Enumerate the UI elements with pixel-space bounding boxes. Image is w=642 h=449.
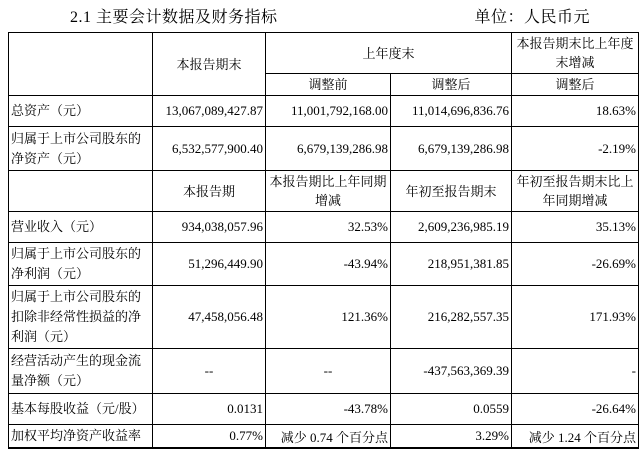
header-after-adjustment: 调整后 <box>391 74 512 96</box>
header-after-adjustment-change: 调整后 <box>512 74 639 96</box>
header-current-period-end: 本报告期末 <box>153 33 266 96</box>
cell-value: 3.29% <box>391 425 512 449</box>
row-label: 经营活动产生的现金流量净额（元） <box>9 349 153 394</box>
cell-value: - <box>512 349 639 394</box>
cell-value: 0.0559 <box>391 394 512 425</box>
cell-value: 18.63% <box>512 96 639 127</box>
table-row-operating-cash-flow <box>9 349 639 394</box>
row-label: 营业收入（元） <box>9 212 153 243</box>
cell-value: 2,609,236,985.19 <box>391 212 512 243</box>
row-label: 基本每股收益（元/股） <box>9 394 153 425</box>
cell-value: -2.19% <box>512 127 639 171</box>
row-label: 总资产（元） <box>9 96 153 127</box>
cell-value: 171.93% <box>512 286 639 349</box>
header-prior-year-end: 上年度末 <box>266 33 512 74</box>
cell-value: 934,038,057.96 <box>153 212 266 243</box>
cell-value: 6,679,139,286.98 <box>266 127 391 171</box>
cell-value: 32.53% <box>266 212 391 243</box>
cell-value: 6,532,577,900.40 <box>153 127 266 171</box>
header-row-reporting-period <box>9 171 639 212</box>
cell-value: 0.0131 <box>153 394 266 425</box>
cell-value: 减少 0.74 个百分点 <box>266 425 391 449</box>
cell-value: 51,296,449.90 <box>153 243 266 286</box>
header-change-vs-prior-year-end: 本报告期末比上年度末增减 <box>512 33 639 74</box>
header-current-period: 本报告期 <box>153 171 266 212</box>
table-row-weighted-avg-roe <box>9 425 639 449</box>
header-empty-cell <box>9 171 153 212</box>
table-row-net-assets <box>9 127 639 171</box>
cell-value: 11,001,792,168.00 <box>266 96 391 127</box>
cell-value: -26.69% <box>512 243 639 286</box>
cell-value: -43.78% <box>266 394 391 425</box>
table-row-net-profit <box>9 243 639 286</box>
header-ytd-yoy-change: 年初至报告期末比上年同期增减 <box>512 171 639 212</box>
table-row-total-assets <box>9 96 639 127</box>
table-row-basic-eps <box>9 394 639 425</box>
header-yoy-change: 本报告期比上年同期增减 <box>266 171 391 212</box>
row-label: 归属于上市公司股东的扣除非经常性损益的净利润（元） <box>9 286 153 349</box>
row-label: 加权平均净资产收益率 <box>9 425 153 449</box>
cell-value: 216,282,557.35 <box>391 286 512 349</box>
row-label: 归属于上市公司股东的净资产（元） <box>9 127 153 171</box>
cell-value: -- <box>153 349 266 394</box>
cell-value: 121.36% <box>266 286 391 349</box>
cell-value: 6,679,139,286.98 <box>391 127 512 171</box>
cell-value: 13,067,089,427.87 <box>153 96 266 127</box>
row-label: 归属于上市公司股东的净利润（元） <box>9 243 153 286</box>
document-header <box>0 0 642 32</box>
header-empty-cell <box>9 33 153 96</box>
cell-value: 减少 1.24 个百分点 <box>512 425 639 449</box>
header-before-adjustment: 调整前 <box>266 74 391 96</box>
section-title: 2.1 主要会计数据及财务指标 <box>70 9 278 26</box>
header-ytd: 年初至报告期末 <box>391 171 512 212</box>
header-row-period-end <box>9 33 639 74</box>
cell-value: -43.94% <box>266 243 391 286</box>
cell-value: -437,563,369.39 <box>391 349 512 394</box>
cell-value: 11,014,696,836.76 <box>391 96 512 127</box>
table-row-net-profit-excl-nonrecurring <box>9 286 639 349</box>
cell-value: 218,951,381.85 <box>391 243 512 286</box>
financial-indicators-table <box>8 32 639 449</box>
currency-unit-label: 单位：人民币元 <box>474 9 590 26</box>
cell-value: 35.13% <box>512 212 639 243</box>
cell-value: -26.64% <box>512 394 639 425</box>
cell-value: 0.77% <box>153 425 266 449</box>
table-row-operating-revenue <box>9 212 639 243</box>
cell-value: 47,458,056.48 <box>153 286 266 349</box>
cell-value: -- <box>266 349 391 394</box>
